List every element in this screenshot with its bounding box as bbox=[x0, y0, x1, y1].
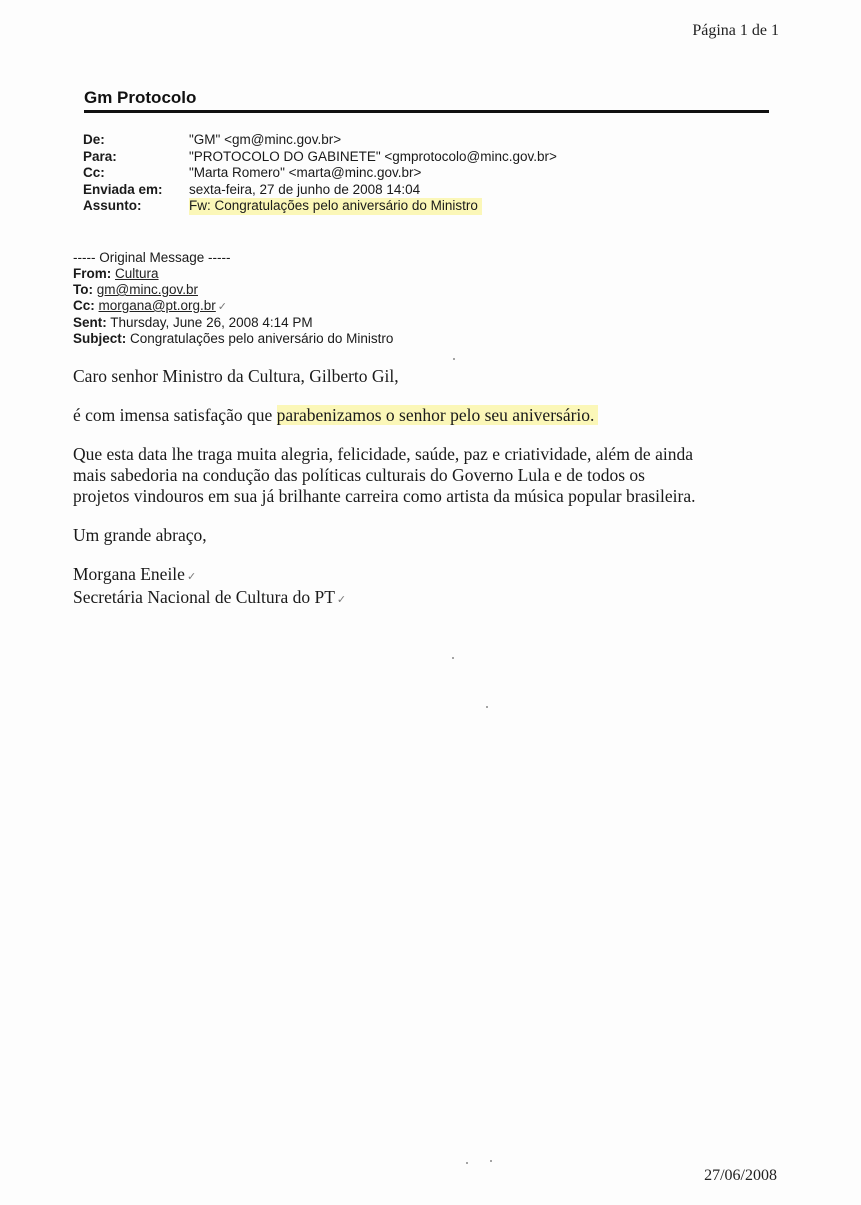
paragraph-2-line-3: projetos vindouros em sua já brilhante carreira como artista da música popular brasileira. bbox=[73, 486, 696, 506]
scan-speck bbox=[453, 358, 455, 360]
header-row-subject bbox=[83, 198, 557, 215]
closing: Um grande abraço, bbox=[73, 525, 207, 545]
orig-to-label: To: bbox=[73, 282, 93, 297]
orig-from-label: From: bbox=[73, 266, 112, 281]
orig-subject-value: Congratulações pelo aniversário do Ministro bbox=[130, 331, 394, 346]
field-value: sexta-feira, 27 de junho de 2008 14:04 bbox=[189, 181, 421, 197]
scan-speck bbox=[486, 706, 488, 708]
pen-check-icon: ✓ bbox=[217, 300, 228, 313]
orig-sent-row bbox=[73, 315, 393, 331]
orig-cc-row bbox=[73, 298, 393, 315]
page-number: Página 1 de 1 bbox=[692, 22, 779, 39]
paragraph-2-line-1: Que esta data lhe traga muita alegria, felicidade, saúde, paz e criatividade, além de ainda bbox=[73, 444, 693, 464]
subject-prefix: Fw: bbox=[189, 198, 215, 213]
subject-value bbox=[189, 198, 482, 215]
signature-name-line bbox=[73, 564, 788, 587]
orig-from-row bbox=[73, 266, 393, 282]
field-value: "GM" <gm@minc.gov.br> bbox=[189, 132, 342, 147]
paragraph-1-highlight: parabenizamos o senhor pelo seu aniversário. bbox=[277, 405, 599, 425]
scan-speck bbox=[452, 657, 454, 659]
orig-sent-label: Sent: bbox=[73, 315, 107, 330]
field-value: "PROTOCOLO DO GABINETE" <gmprotocolo@minc.gov.br> bbox=[189, 148, 557, 164]
email-header bbox=[83, 132, 557, 215]
field-value: "Marta Romero" <marta@minc.gov.br> bbox=[189, 165, 422, 180]
document-title: Gm Protocolo bbox=[84, 88, 197, 107]
field-label: Enviada em: bbox=[83, 181, 163, 197]
orig-sent-value: Thursday, June 26, 2008 4:14 PM bbox=[110, 315, 313, 330]
message-body bbox=[73, 366, 788, 610]
title-rule bbox=[84, 110, 769, 113]
signature-name: Morgana Eneile bbox=[73, 564, 185, 584]
paragraph-1 bbox=[73, 405, 788, 426]
original-separator: ----- Original Message ----- bbox=[73, 250, 231, 265]
orig-cc-label: Cc: bbox=[73, 298, 95, 313]
scan-speck bbox=[466, 1162, 468, 1164]
field-label: De: bbox=[83, 132, 105, 147]
header-row-sent bbox=[83, 182, 557, 199]
orig-from-link[interactable]: Cultura bbox=[115, 266, 159, 281]
subject-text: Congratulações pelo aniversário do Ministro bbox=[214, 198, 478, 213]
field-label: Cc: bbox=[83, 165, 105, 180]
paragraph-2 bbox=[73, 444, 788, 507]
greeting: Caro senhor Ministro da Cultura, Gilberto Gil, bbox=[73, 366, 399, 386]
header-row-cc bbox=[83, 165, 557, 182]
header-row-to bbox=[83, 149, 557, 166]
footer-date: 27/06/2008 bbox=[704, 1167, 777, 1184]
pen-check-icon: ✓ bbox=[336, 593, 347, 606]
orig-to-link[interactable]: gm@minc.gov.br bbox=[96, 282, 198, 297]
field-label: Para: bbox=[83, 148, 117, 164]
pen-check-icon: ✓ bbox=[186, 570, 197, 583]
field-label: Assunto: bbox=[83, 198, 142, 213]
signature-title: Secretária Nacional de Cultura do PT bbox=[73, 587, 335, 607]
scan-speck bbox=[490, 1160, 492, 1162]
orig-to-row bbox=[73, 282, 393, 298]
orig-subject-row bbox=[73, 331, 393, 347]
paragraph-1-start: é com imensa satisfação que bbox=[73, 405, 277, 425]
orig-cc-link[interactable]: morgana@pt.org.br bbox=[98, 298, 216, 313]
signature-title-line bbox=[73, 587, 788, 610]
original-message bbox=[73, 250, 393, 347]
orig-subject-label: Subject: bbox=[73, 331, 127, 346]
header-row-from bbox=[83, 132, 557, 149]
paragraph-2-line-2: mais sabedoria na condução das políticas culturais do Governo Lula e de todos os bbox=[73, 465, 645, 485]
